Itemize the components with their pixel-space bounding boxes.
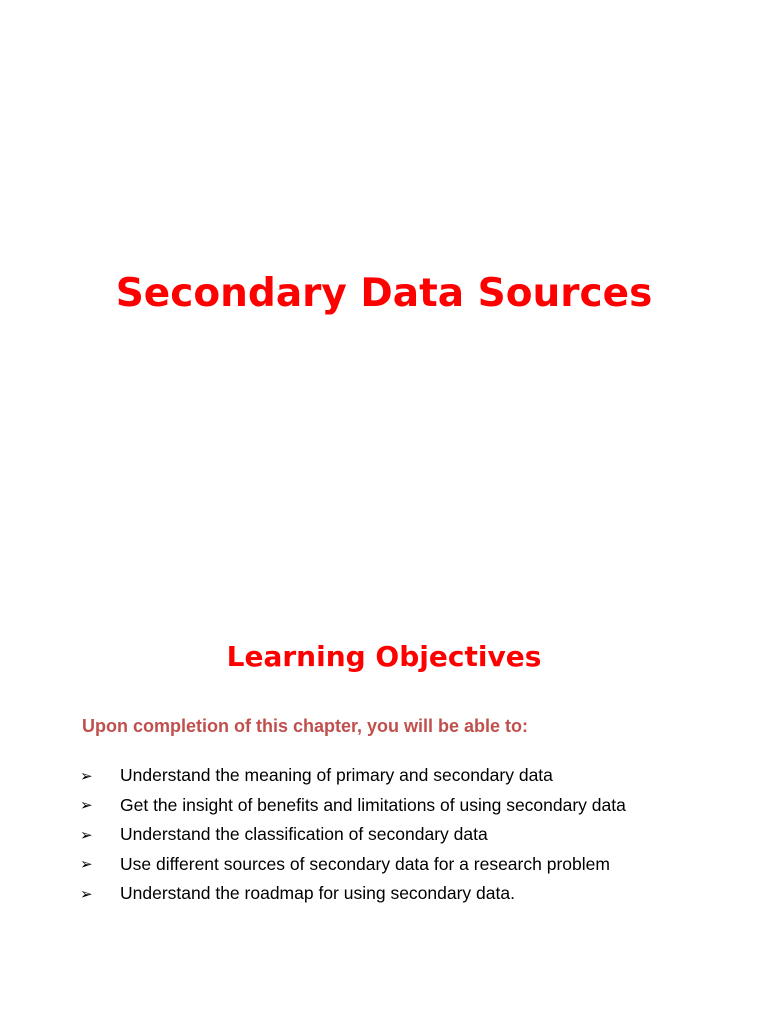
list-item xyxy=(80,761,626,791)
arrow-bullet-icon: ➢ xyxy=(80,766,93,785)
arrow-bullet-icon: ➢ xyxy=(80,855,93,874)
arrow-bullet-icon: ➢ xyxy=(80,825,93,844)
page-title: Secondary Data Sources xyxy=(115,271,653,316)
arrow-bullet-icon: ➢ xyxy=(80,796,93,815)
objective-text: Understand the classification of secondary data xyxy=(120,824,488,845)
objective-text: Understand the roadmap for using secondary data. xyxy=(120,883,515,904)
list-item xyxy=(80,791,626,821)
list-item xyxy=(80,879,626,909)
arrow-bullet-icon: ➢ xyxy=(80,884,93,903)
objective-text: Get the insight of benefits and limitations of using secondary data xyxy=(120,794,626,815)
objective-text: Understand the meaning of primary and secondary data xyxy=(120,765,553,786)
objective-text: Use different sources of secondary data for a research problem xyxy=(120,853,610,874)
intro-text: Upon completion of this chapter, you will be able to: xyxy=(82,716,529,736)
objectives-list xyxy=(80,761,626,909)
list-item xyxy=(80,820,626,850)
section-heading: Learning Objectives xyxy=(226,640,542,673)
list-item xyxy=(80,850,626,880)
